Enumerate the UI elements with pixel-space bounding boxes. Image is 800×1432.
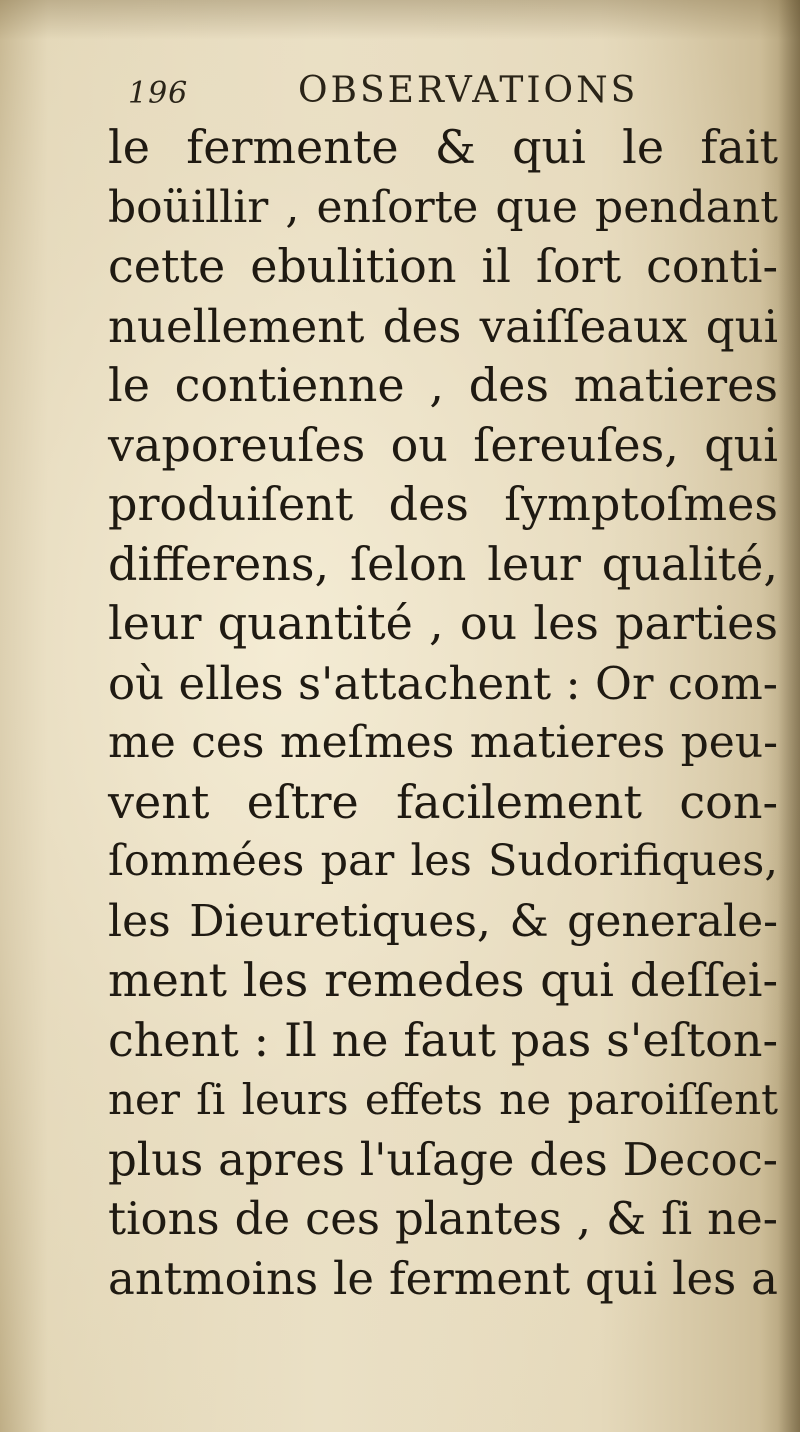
text-line: nuellement des vaiſſeaux qui bbox=[108, 299, 778, 353]
text-line: chent : Il ne faut pas s'eſton- bbox=[108, 1012, 778, 1067]
page-number: 196 bbox=[128, 76, 189, 111]
page-edge-shadow bbox=[778, 0, 800, 1432]
text-line: ment les remedes qui deſſei- bbox=[108, 953, 778, 1007]
text-line: differens, ſelon leur qualité, bbox=[108, 536, 778, 591]
text-line: le fermente & qui le fait bbox=[108, 120, 778, 174]
text-line: le contienne , des matieres bbox=[108, 358, 778, 412]
text-line: tions de ces plantes , & ſi ne- bbox=[108, 1192, 778, 1245]
text-line: me ces meſmes matieres peu- bbox=[108, 717, 778, 768]
text-line: antmoins le ferment qui les a bbox=[108, 1251, 778, 1305]
text-line: ner ſi leurs effets ne paroiſſent bbox=[108, 1075, 778, 1124]
text-line: leur quantité , ou les parties bbox=[108, 596, 778, 650]
text-line: vent eſtre facilement con- bbox=[108, 774, 778, 829]
text-line: cette ebulition il ſort conti- bbox=[108, 239, 778, 293]
body-text bbox=[108, 118, 778, 1308]
text-line: vaporeuſes ou ſereuſes, qui bbox=[108, 417, 778, 472]
text-line: boüillir , enſorte que pendant bbox=[108, 181, 778, 233]
text-line: plus apres l'uſage des Decoc- bbox=[108, 1132, 778, 1186]
text-line: produiſent des ſymptoſmes bbox=[108, 477, 778, 531]
text-line: les Dieuretiques, & generale- bbox=[108, 895, 778, 947]
text-line: où elles s'attachent : Or com- bbox=[108, 656, 778, 710]
page-top-shadow bbox=[0, 0, 800, 40]
running-head: OBSERVATIONS bbox=[298, 70, 639, 111]
page-header bbox=[128, 70, 688, 120]
text-line: ſommées par les Sudorifiques, bbox=[108, 836, 778, 886]
